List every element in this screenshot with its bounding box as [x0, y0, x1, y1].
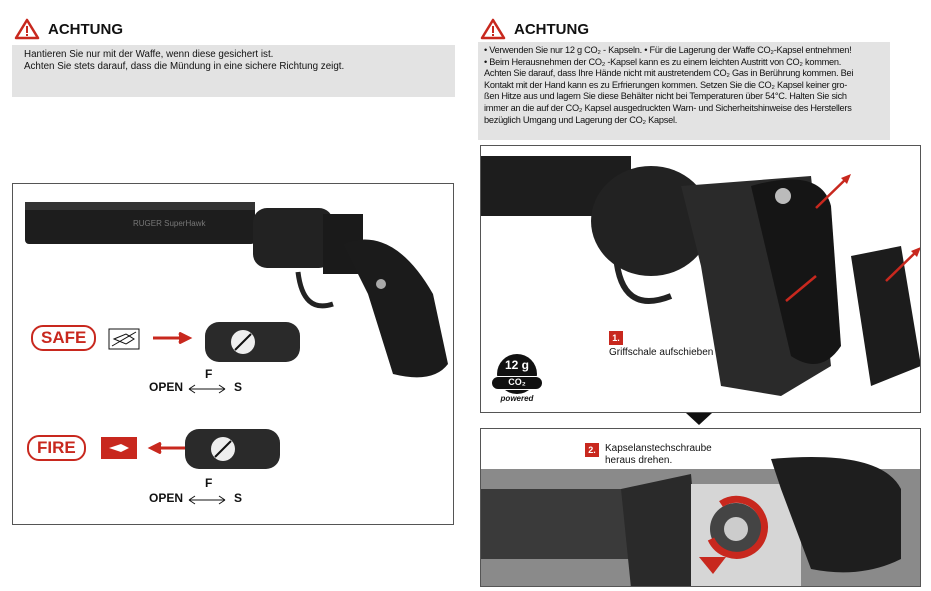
safety-switch-fire — [185, 424, 280, 474]
note-line: immer an die auf der CO₂ Kapsel ausgedruckten Warn- und Sicherheitshinweise des Herstellers — [484, 102, 852, 113]
right-warning-note — [478, 42, 890, 140]
f-label: F — [205, 476, 213, 490]
step-number: 2. — [585, 443, 599, 457]
grip-removal-figure — [480, 145, 921, 413]
badge-weight: 12 g — [497, 354, 537, 394]
no-fire-icon — [108, 328, 140, 350]
screw-removal-figure — [480, 428, 921, 587]
note-line: Hantieren Sie nur mit der Waffe, wenn diese gesichert ist. — [24, 49, 274, 60]
safety-figure — [12, 183, 454, 525]
arrow-right-icon — [153, 332, 193, 344]
warning-icon — [14, 18, 40, 40]
open-label: OPEN — [149, 491, 184, 505]
step-1 — [609, 331, 713, 359]
f-label: F — [205, 367, 213, 381]
fire-label: FIRE — [27, 435, 86, 461]
note-line: ßen Hitze aus und lagern Sie diese Behälter nicht bei Temperaturen über 54°C. Halten Sie sich — [484, 91, 847, 102]
safety-switch-safe — [205, 317, 300, 367]
s-label: S — [234, 380, 243, 394]
double-arrow-icon — [187, 383, 227, 395]
co2-12g-badge — [487, 354, 547, 412]
right-warning-header — [480, 18, 589, 40]
fire-indicator-icon — [101, 437, 137, 459]
left-warning-header — [14, 18, 123, 40]
step-text: Griffschale aufschieben — [609, 347, 714, 358]
gun-engraving: RUGER SuperHawk — [133, 219, 206, 228]
note-line: Kontakt mit der Hand kann es zu Erfrierungen kommen. Setzen Sie die CO₂ Kapsel keiner gro- — [484, 79, 848, 90]
note-line: • Verwenden Sie nur 12 g CO₂ - Kapseln. • Für die Lagerung der Waffe CO₂-Kapsel entnehmen! — [484, 45, 852, 55]
step-number: 1. — [609, 331, 623, 345]
note-line: Achten Sie darauf, dass Ihre Hände nicht mit austretendem CO₂ Gas in Berührung kommen. Bei — [484, 68, 854, 79]
s-label: S — [234, 491, 243, 505]
note-line: • Beim Herausnehmen der CO₂ -Kapsel kann es zu einem leichten Austritt von CO₂ kommen. — [484, 56, 842, 67]
note-line: Achten Sie stets darauf, dass die Mündung in eine sichere Richtung zeigt. — [24, 60, 345, 72]
badge-gas: CO₂ — [491, 376, 543, 390]
next-step-arrow-icon — [686, 413, 712, 425]
safe-label: SAFE — [31, 325, 96, 351]
left-warning-note — [12, 45, 455, 97]
arrow-left-icon — [147, 442, 187, 454]
warning-title: ACHTUNG — [48, 20, 123, 38]
step-text: Kapselanstechschraube — [605, 443, 712, 454]
step-2 — [585, 443, 712, 467]
badge-powered: powered — [500, 394, 534, 403]
open-label: OPEN — [149, 380, 184, 394]
warning-title: ACHTUNG — [514, 20, 589, 38]
warning-icon — [480, 18, 506, 40]
note-line: bezüglich Umgang und Lagerung der CO₂ Kapsel. — [484, 114, 678, 125]
step-text: heraus drehen. — [605, 455, 673, 466]
double-arrow-icon — [187, 494, 227, 506]
revolver-grip-image — [481, 146, 921, 413]
